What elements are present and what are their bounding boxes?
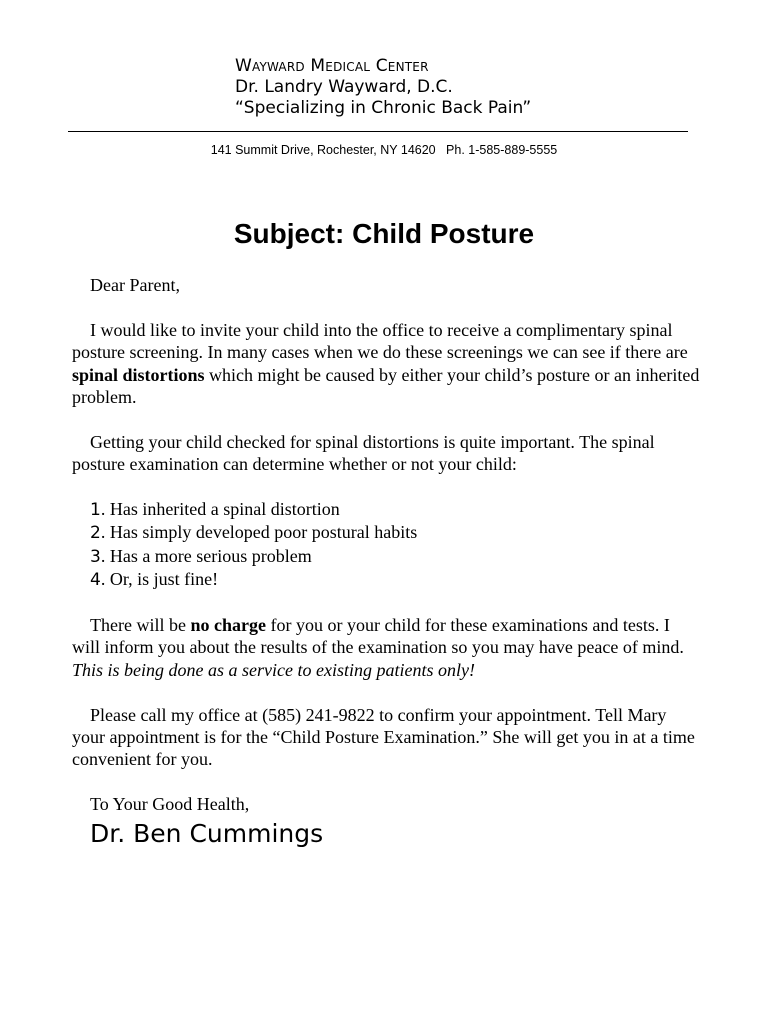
list-text: . Has inherited a spinal distortion [100, 499, 340, 520]
list-number: 3 [90, 546, 101, 567]
list-text: . Has a more serious problem [100, 545, 312, 566]
address-line: 141 Summit Drive, Rochester, NY 14620 Ph. 1-585-889-5555 [210, 143, 558, 157]
letterhead [235, 56, 531, 119]
list-text: . Or, is just fine! [100, 569, 219, 590]
paragraph-text: for you or your child for these examinations and tests. I will inform you about the results of the examination so you may have peace of mind. [72, 615, 684, 658]
tagline: “Specializing in Chronic Back Pain” [235, 98, 532, 118]
paragraph-importance: Getting your child checked for spinal distortions is quite important. The spinal posture examination can determine whether or not your child: [72, 431, 655, 475]
paragraph-text: I would like to invite your child into the office to receive a complimentary spinal posture screening. In many cases when we do these screenings we can see if there are [72, 319, 688, 363]
list-item [90, 545, 702, 568]
emphasis-italic: This is being done as a service to existing patients only! [72, 659, 475, 680]
paragraph-text: which might be caused by either your child’s posture or an inherited problem. [72, 364, 700, 408]
emphasis-bold: spinal distortions [72, 364, 205, 385]
paragraph-appointment: Please call my office at (585) 241-9822 to confirm your appointment. Tell Mary your appointment is for the “Child Posture Examination.” She will get you in at a time convenient for you. [72, 704, 695, 770]
list-item [90, 568, 702, 591]
emphasis-bold: no charge [190, 615, 266, 636]
list-text: . Has simply developed poor postural habits [100, 522, 418, 543]
salutation: Dear Parent, [90, 275, 180, 295]
header-divider [68, 131, 688, 132]
list-number: 1 [90, 500, 101, 521]
closing: To Your Good Health, [90, 794, 250, 815]
paragraph-invitation [72, 319, 702, 409]
list-number: 4 [90, 570, 101, 591]
paragraph-text: There will be [90, 615, 191, 636]
paragraph-no-charge [72, 614, 702, 681]
doctor-name: Dr. Landry Wayward, D.C. [235, 77, 453, 97]
numbered-list [72, 498, 702, 592]
subject-heading: Subject: Child Posture [233, 218, 535, 249]
organization-name: Wayward Medical Center [235, 56, 429, 76]
list-item [90, 521, 702, 544]
letter-body [72, 274, 702, 850]
list-number: 2 [90, 523, 101, 544]
signature: Dr. Ben Cummings [90, 818, 324, 848]
list-item [90, 498, 702, 521]
